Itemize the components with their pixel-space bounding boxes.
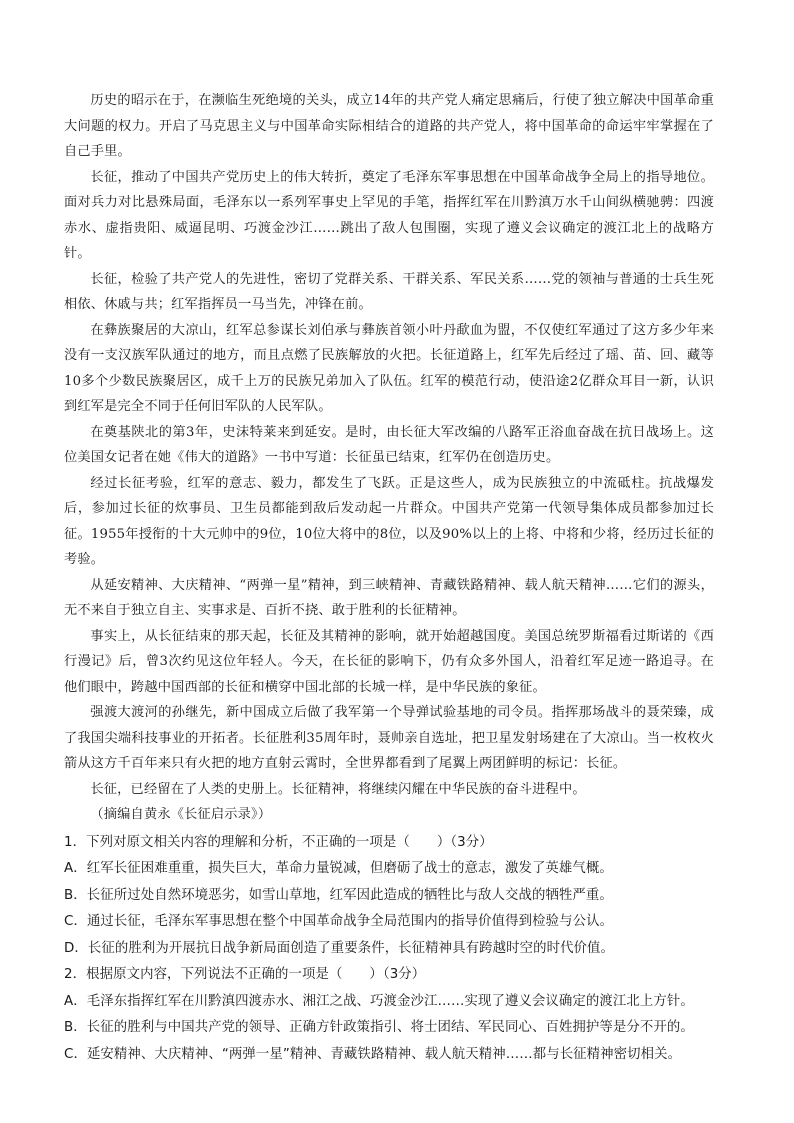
passage-paragraph-10: 长征，已经留在了人类的史册上。长征精神，将继续闪耀在中华民族的奋斗进程中。 [90,781,586,797]
question-option-b: B．长征所过处自然环境恶劣，如雪山草地，红军因此造成的牺牲比与敌人交战的牺牲严重。 [64,887,613,903]
reading-passage [64,88,714,828]
passage-source: （摘编自黄永《长征启示录》） [90,807,272,822]
question-option-c: C．通过长征，毛泽东军事思想在整个中国革命战争全局范围内的指导价值得到检验与公认。 [64,914,614,929]
question-option-d: D．长征的胜利为开展抗日战争新局面创造了重要条件，长征精神具有跨越时空的时代价值。 [64,940,615,956]
question-stem: 1．下列对原文相关内容的理解和分析，不正确的一项是（ ）（3分） [64,834,493,850]
question-2 [64,962,714,1068]
question-option-b: B．长征的胜利与中国共产党的领导、正确方针政策指引、将士团结、军民同心、百姓拥护等是分不开的。 [64,1020,694,1035]
passage-paragraph-9: 强渡大渡河的孙继先，新中国成立后做了我军第一个导弹试验基地的司令员。指挥那场战斗的聂荣臻，成了我国尖端科技事业的开拓者。长征胜利35周年时，聂帅亲自选址，把卫星发射场建在了大凉山。当一枚枚火箭从这方千百年来只有火把的地方直射云霄时，全世界都看到了尾翼上两团鲜明的标记：长征。 [64,705,714,771]
passage-paragraph-1: 历史的昭示在于，在濒临生死绝境的关头，成立14年的共产党人痛定思痛后，行使了独立解决中国革命重大问题的权力。开启了马克思主义与中国革命实际相结合的道路的共产党人，将中国革命的命运牢牢掌握在了自己手里。 [64,93,714,159]
question-option-a: A．毛泽东指挥红军在川黔滇四渡赤水、湘江之战、巧渡金沙江……实现了遵义会议确定的渡江北上方针。 [64,993,694,1009]
question-1 [64,830,714,963]
passage-paragraph-8: 事实上，从长征结束的那天起，长征及其精神的影响，就开始超越国度。美国总统罗斯福看过斯诺的《西行漫记》后，曾3次约见这位年轻人。今天，在长征的影响下，仍有众多外国人，沿着红军足迹一路追寻。在他们眼中，跨越中国西部的长征和横穿中国北部的长城一样，是中华民族的象征。 [64,628,714,695]
passage-paragraph-6: 经过长征考验，红军的意志、毅力，都发生了飞跃。正是这些人，成为民族独立的中流砥柱。抗战爆发后，参加过长征的炊事员、卫生员都能到敌后发动起一片群众。中国共产党第一代领导集体成员都参加过长征。1955年授衔的十大元帅中的9位，10位大将中的8位，以及90%以上的上将、中将和少将，经历过长征的考验。 [64,475,714,567]
passage-paragraph-2: 长征，推动了中国共产党历史上的伟大转折，奠定了毛泽东军事思想在中国革命战争全局上的指导地位。面对兵力对比悬殊局面，毛泽东以一系列军事史上罕见的手笔，指挥红军在川黔滇万水千山间纵横驰骋：四渡赤水、虚指贵阳、威逼昆明、巧渡金沙江……跳出了敌人包围圈，实现了遵义会议确定的渡江北上的战略方针。 [64,169,714,261]
passage-paragraph-3: 长征，检验了共产党人的先进性，密切了党群关系、干群关系、军民关系……党的领袖与普通的士兵生死相依、休戚与共；红军指挥员一马当先，冲锋在前。 [64,271,714,312]
passage-paragraph-4: 在彝族聚居的大凉山，红军总参谋长刘伯承与彝族首领小叶丹歃血为盟，不仅使红军通过了这方多少年来没有一支汉族军队通过的地方，而且点燃了民族解放的火把。长征道路上，红军先后经过了瑶、苗、回、藏等10多个少数民族聚居区，成千上万的民族兄弟加入了队伍。红军的模范行动，使沿途2亿群众耳目一新，认识到红军是完全不同于任何旧军队的人民军队。 [64,322,714,414]
question-option-c: C．延安精神、大庆精神、“两弹一星”精神、青藏铁路精神、载人航天精神……都与长征精神密切相关。 [64,1046,682,1062]
question-option-a: A．红军长征困难重重，损失巨大，革命力量锐减，但磨砺了战士的意志，激发了英雄气概。 [64,861,613,876]
question-list [64,830,714,1069]
passage-paragraph-7: 从延安精神、大庆精神、“两弹一星”精神，到三峡精神、青藏铁路精神、载人航天精神……它们的源头，无不来自于独立自主、实事求是、百折不挠、敢于胜利的长征精神。 [64,577,714,618]
passage-paragraph-5: 在奠基陕北的第3年，史沫特莱来到延安。是时，由长征大军改编的八路军正浴血奋战在抗日战场上。这位美国女记者在她《伟大的道路》一书中写道：长征虽已结束，红军仍在创造历史。 [64,424,714,465]
question-stem: 2．根据原文内容，下列说法不正确的一项是（ ）（3分） [64,967,426,982]
